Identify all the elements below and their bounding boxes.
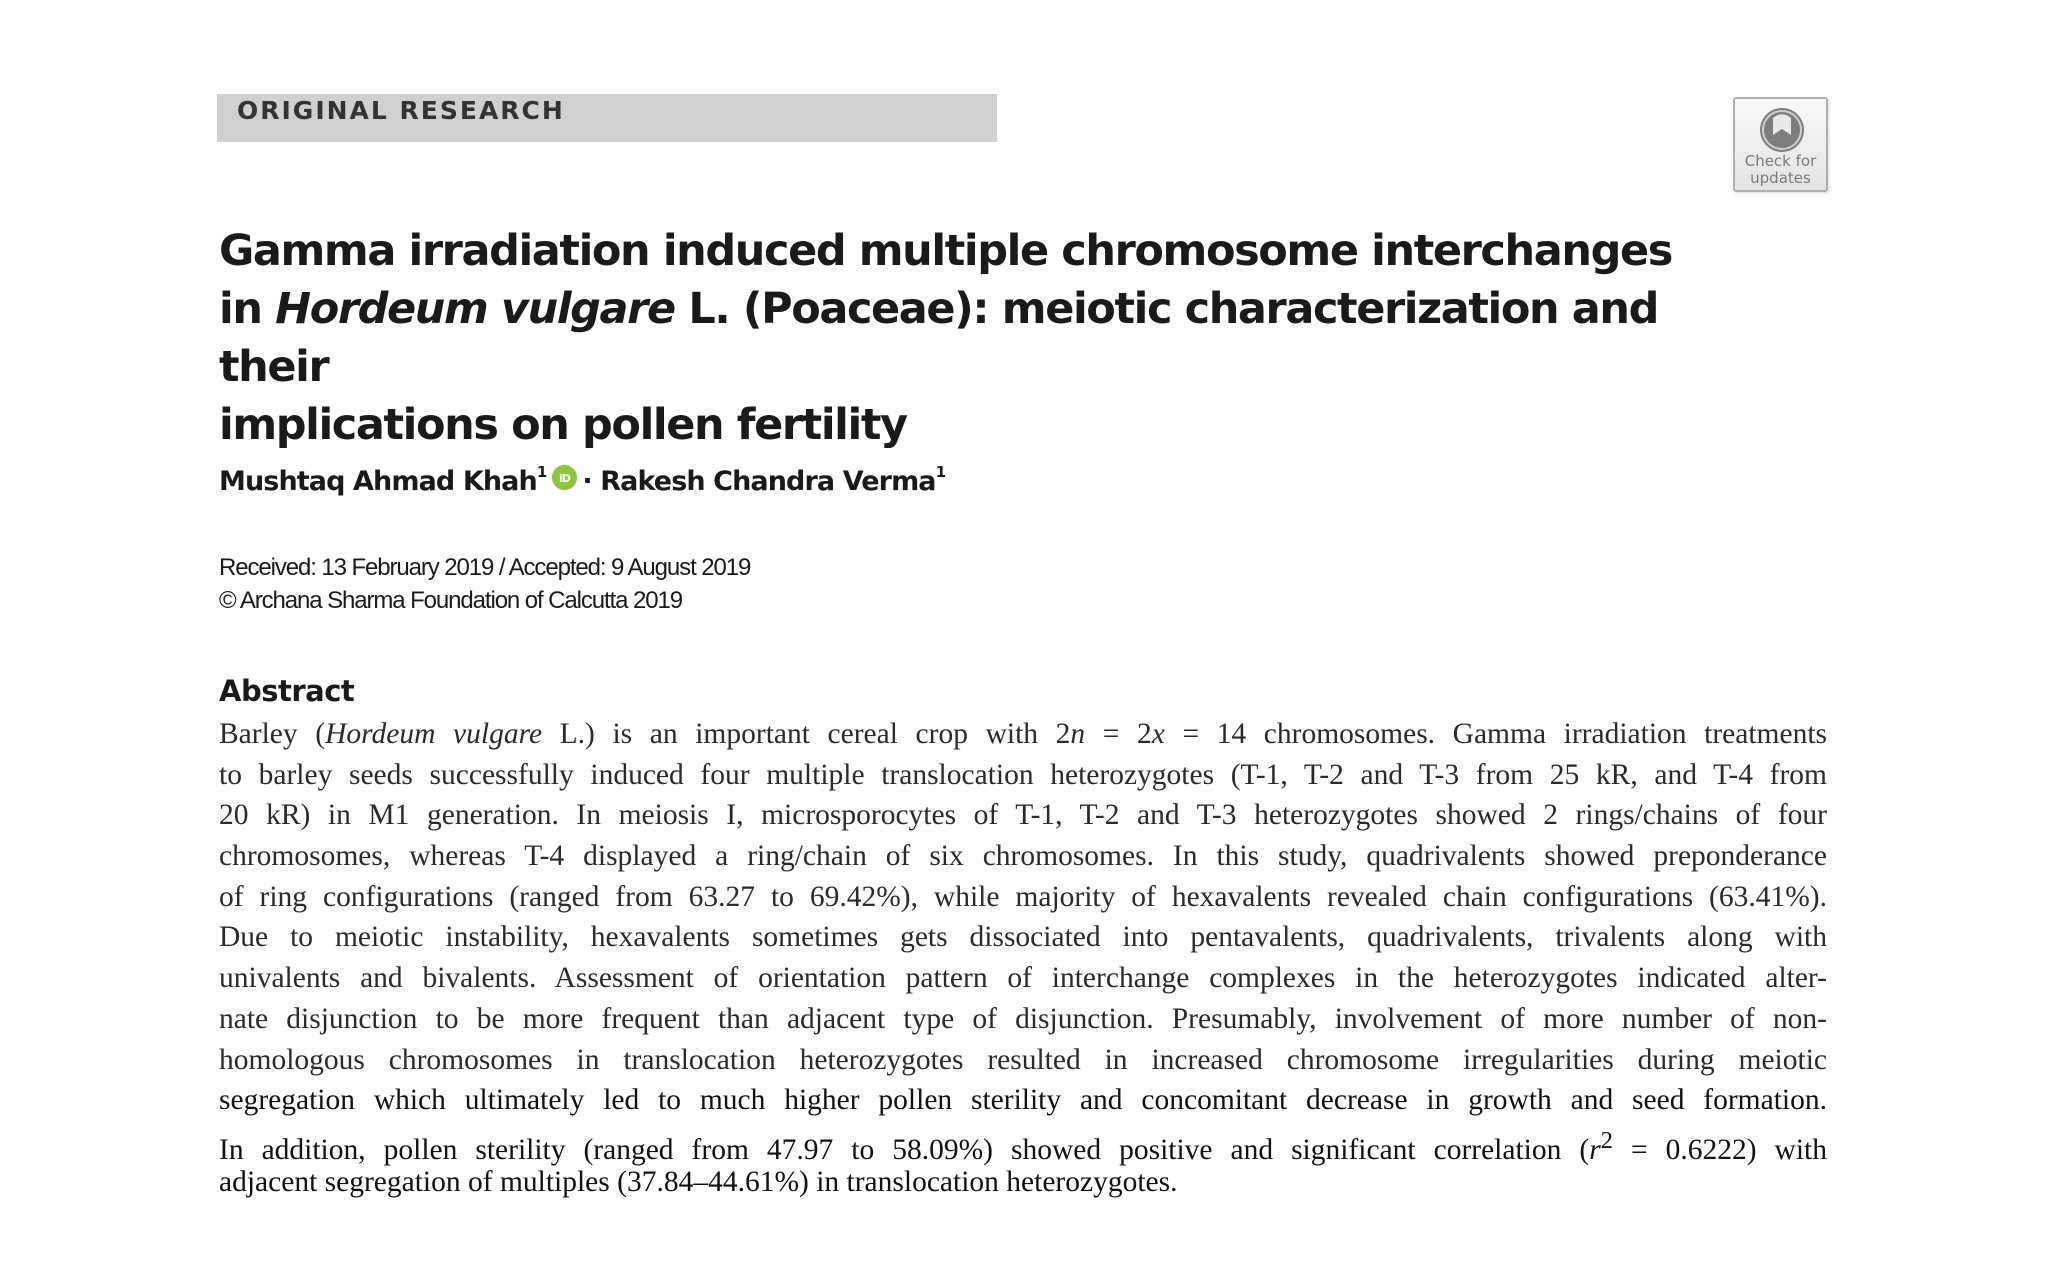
title-line-1: Gamma irradiation induced multiple chromosome interchanges: [219, 226, 1672, 276]
abstract-superscript: 2: [1600, 1126, 1613, 1154]
check-for-updates-label: [1735, 153, 1826, 187]
abstract-line: [219, 714, 1827, 755]
check-for-updates-button[interactable]: [1733, 97, 1828, 192]
check-for-updates-line1: Check for: [1744, 152, 1817, 170]
article-type-label: ORIGINAL RESEARCH: [237, 96, 565, 125]
abstract-text: Barley (: [219, 718, 326, 750]
abstract-line: [219, 1121, 1827, 1166]
article-title: [219, 222, 1699, 454]
abstract-species-name: Hordeum vulgare: [325, 718, 543, 750]
article-type-banner: [217, 94, 997, 142]
abstract-variable: n: [1070, 718, 1086, 750]
author-name-khah[interactable]: Mushtaq Ahmad Khah: [219, 466, 537, 497]
author-list: [219, 455, 946, 497]
received-accepted-dates: Received: 13 February 2019 / Accepted: 9 August 2019: [219, 554, 751, 581]
abstract-text: L.) is an important cereal crop with 2: [542, 718, 1071, 750]
check-for-updates-icon: [1757, 105, 1807, 155]
abstract-line: chromosomes, whereas T-4 displayed a ring/chain of six chromosomes. In this study, quadrivalents showed preponderance: [219, 840, 1827, 873]
author-separator: ·: [582, 466, 592, 497]
title-species-name: Hordeum vulgare: [275, 284, 675, 334]
orcid-icon[interactable]: [552, 465, 577, 490]
abstract-text: In addition, pollen sterility (ranged from 47.97 to 58.09%) showed positive and significant correlation (: [219, 1133, 1590, 1166]
abstract-body: [219, 714, 1827, 1202]
abstract-text: = 14 chromosomes. Gamma irradiation treatments: [1164, 718, 1828, 750]
abstract-line: 20 kR) in M1 generation. In meiosis I, microsporocytes of T-1, T-2 and T-3 heterozygotes showed 2 rings/chains of four: [219, 799, 1827, 832]
svg-text:iD: iD: [559, 472, 571, 485]
check-for-updates-line2: updates: [1750, 169, 1811, 187]
abstract-line: nate disjunction to be more frequent than adjacent type of disjunction. Presumably, involvement of more number of non-: [219, 1002, 1827, 1035]
publication-history: [219, 551, 750, 617]
abstract-text: = 0.6222) with: [1612, 1133, 1827, 1166]
abstract-line: homologous chromosomes in translocation heterozygotes resulted in increased chromosome irregularities during meiotic: [219, 1043, 1827, 1076]
abstract-variable: x: [1151, 718, 1165, 750]
abstract-line: univalents and bivalents. Assessment of orientation pattern of interchange complexes in the heterozygotes indicated alter-: [219, 962, 1827, 995]
abstract-line: Due to meiotic instability, hexavalents sometimes gets dissociated into pentavalents, quadrivalents, trivalents along with: [219, 921, 1827, 954]
copyright-notice: © Archana Sharma Foundation of Calcutta 2019: [219, 587, 682, 614]
title-line-2-suffix: L. (Poaceae): meiotic characterization and their: [219, 284, 1658, 392]
abstract-line: segregation which ultimately led to much higher pollen sterility and concomitant decrease in growth and seed formation.: [219, 1084, 1827, 1117]
abstract-heading: Abstract: [219, 674, 355, 708]
abstract-text: = 2: [1085, 718, 1152, 750]
author-name-verma[interactable]: Rakesh Chandra Verma: [600, 466, 936, 497]
author-affiliation-marker: 1: [935, 463, 946, 481]
abstract-line: adjacent segregation of multiples (37.84–44.61%) in translocation heterozygotes.: [219, 1165, 1178, 1198]
abstract-line: to barley seeds successfully induced four multiple translocation heterozygotes (T-1, T-2 and T-3 from 25 kR, and T-4 from: [219, 758, 1827, 791]
title-line-2-prefix: in: [219, 284, 276, 334]
title-line-3: implications on pollen fertility: [219, 400, 907, 450]
author-affiliation-marker: 1: [536, 463, 547, 481]
abstract-line: of ring configurations (ranged from 63.27 to 69.42%), while majority of hexavalents revealed chain configurations (63.41%).: [219, 880, 1827, 913]
abstract-variable: r: [1589, 1133, 1601, 1166]
